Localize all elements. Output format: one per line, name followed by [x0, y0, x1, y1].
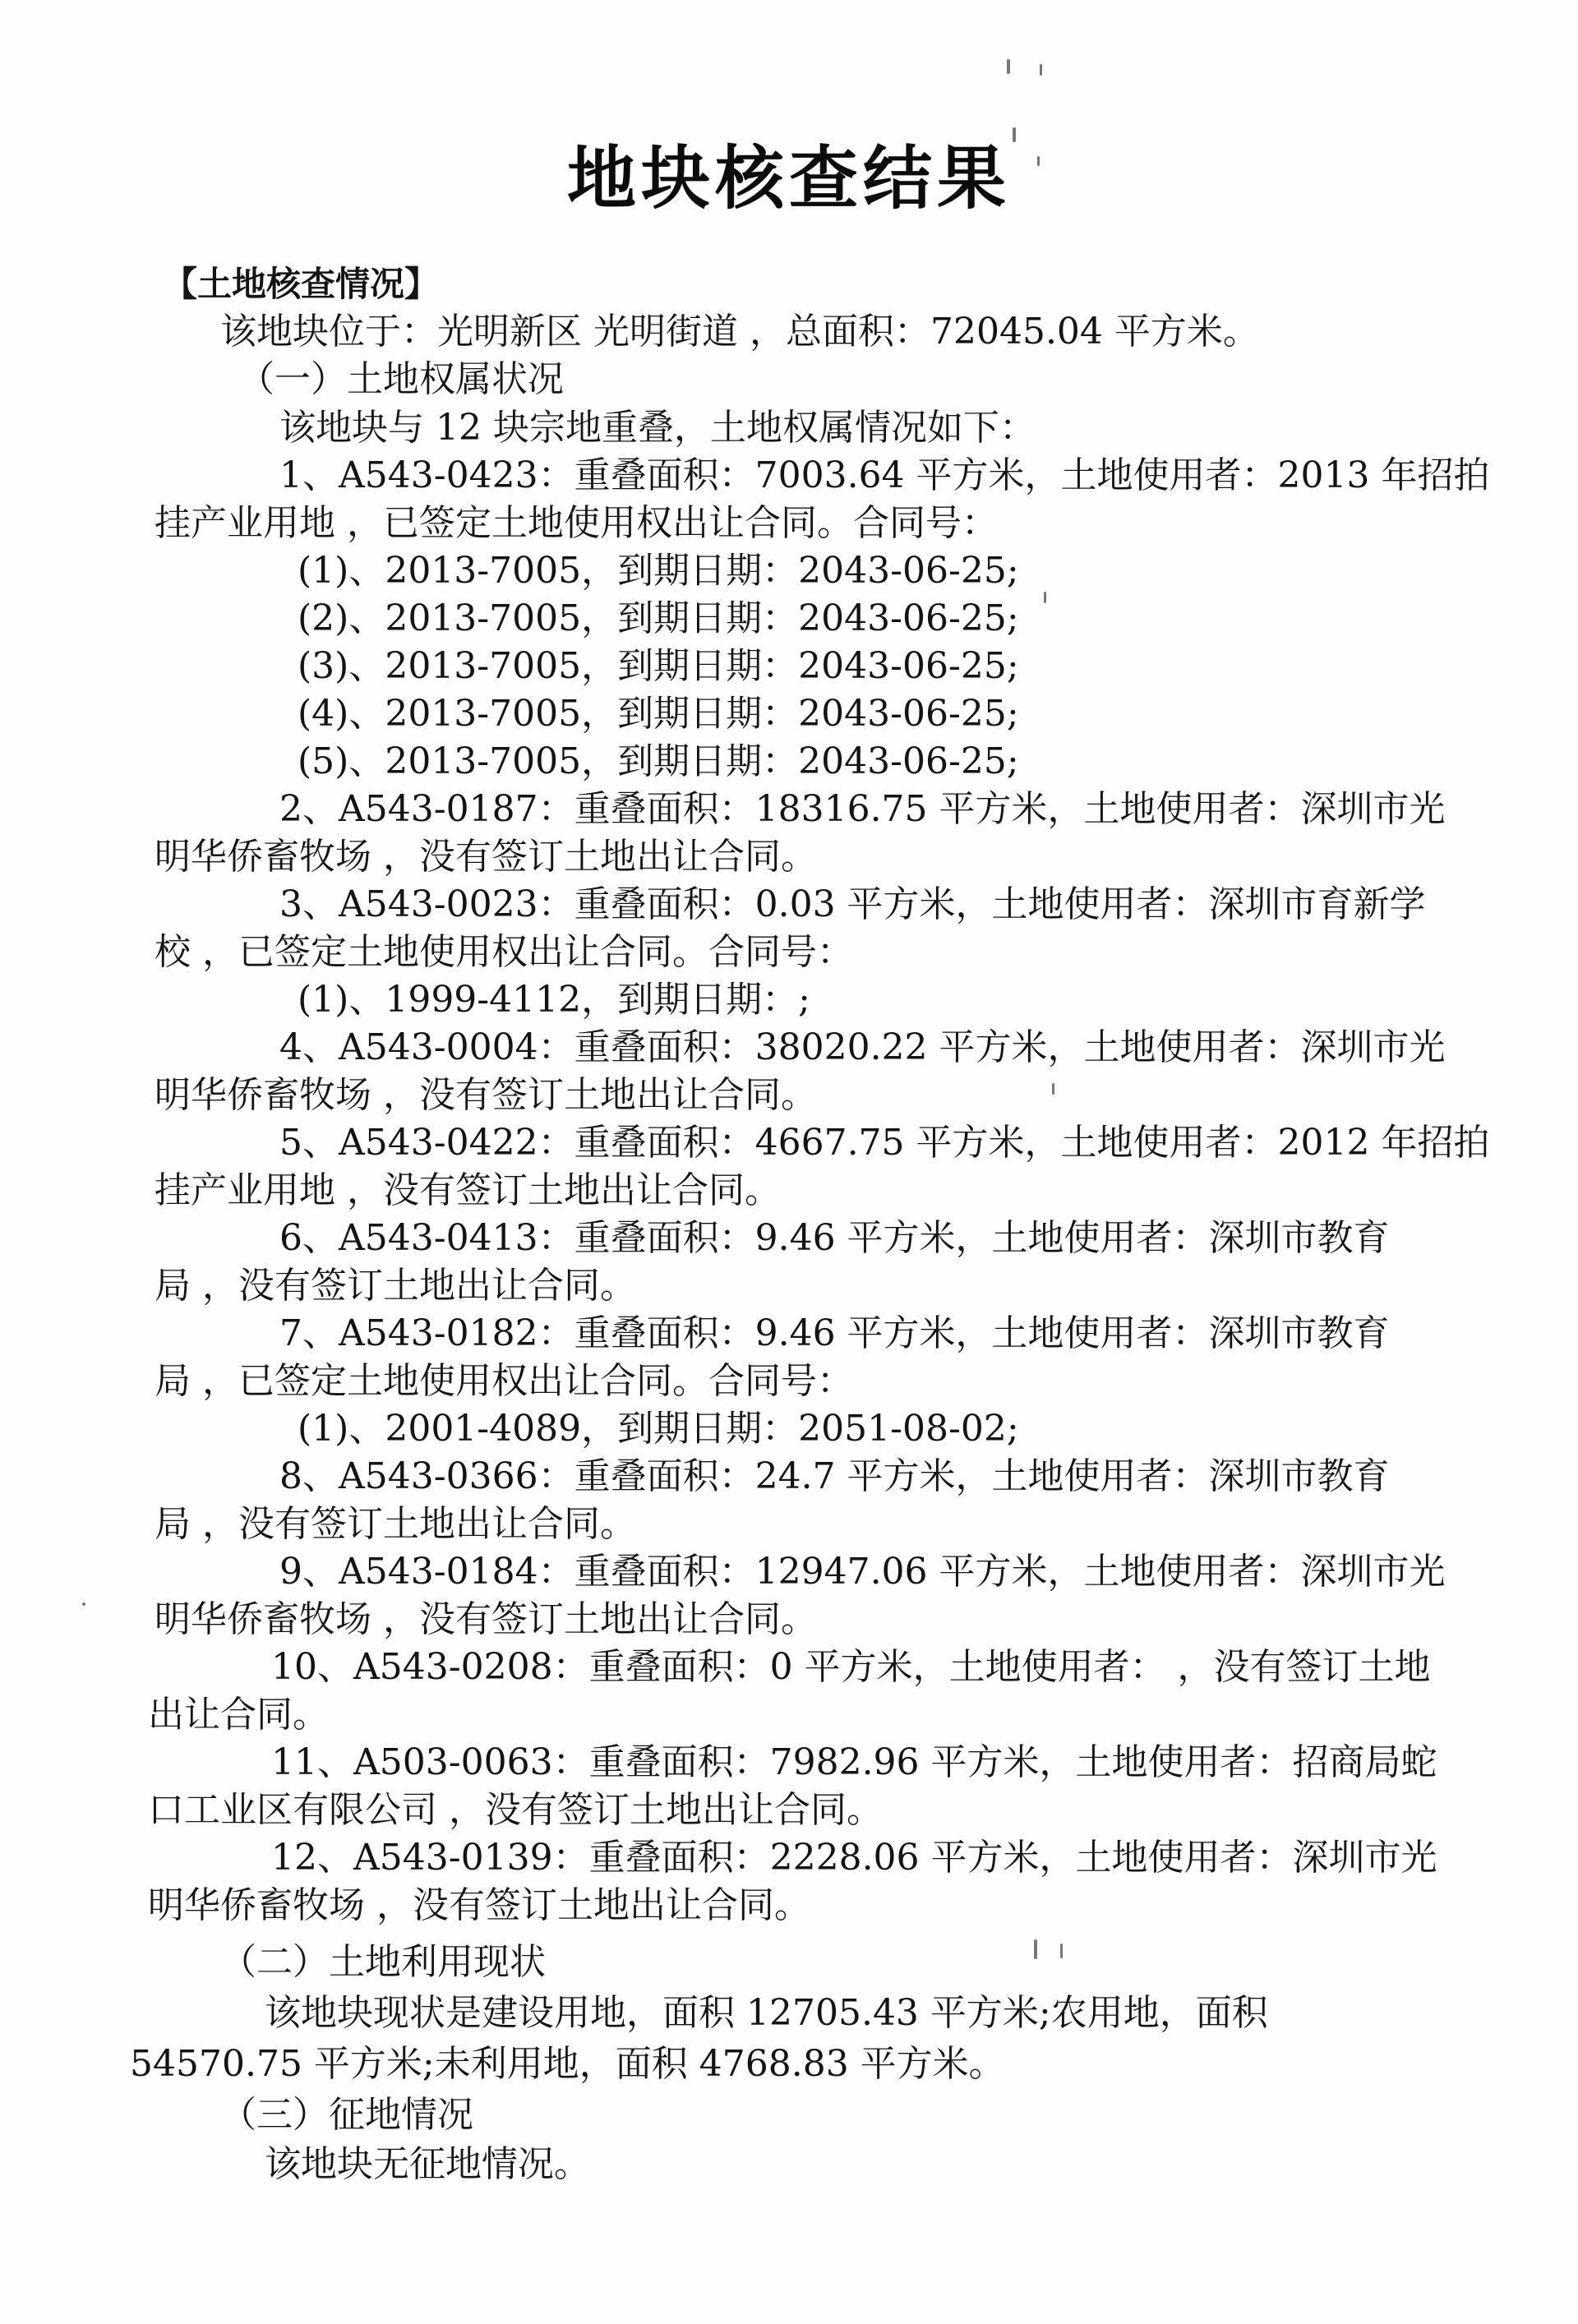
scan-speck [1034, 1939, 1037, 1959]
ownership-intro: 该地块与 12 块宗地重叠，土地权属情况如下： [279, 407, 1036, 449]
scan-speck [1060, 1944, 1063, 1958]
contract-line: (4)、2013-7005，到期日期：2043-06-25; [298, 693, 1019, 735]
page-title: 地块核查结果 [566, 138, 1011, 219]
ownership-line: 2、A543-0187：重叠面积：18316.75 平方米，土地使用者：深圳市光 [279, 788, 1446, 830]
ownership-line: 校 ，已签定土地使用权出让合同。合同号： [155, 931, 853, 973]
ownership-line: 口工业区有限公司 ，没有签订土地出让合同。 [148, 1789, 883, 1831]
ownership-line: 10、A543-0208：重叠面积：0 平方米，土地使用者： ，没有签订土地 [271, 1646, 1431, 1688]
scan-speck [1044, 592, 1046, 603]
ownership-line: 明华侨畜牧场 ，没有签订土地出让合同。 [155, 836, 817, 878]
scan-speck [1052, 1083, 1054, 1095]
contract-line: (1)、2013-7005，到期日期：2043-06-25; [298, 550, 1019, 592]
subsection-heading-expropriation: （三）征地情况 [220, 2094, 473, 2136]
ownership-line: 1、A543-0423：重叠面积：7003.64 平方米，土地使用者：2013 年招拍 [279, 454, 1490, 496]
expropriation-line: 该地块无征地情况。 [265, 2143, 590, 2185]
ownership-line: 9、A543-0184：重叠面积：12947.06 平方米，土地使用者：深圳市光 [279, 1551, 1446, 1593]
contract-line: (5)、2013-7005，到期日期：2043-06-25; [298, 740, 1019, 782]
ownership-line: 局 ，已签定土地使用权出让合同。合同号： [155, 1360, 853, 1402]
contract-line: (2)、2013-7005，到期日期：2043-06-25; [298, 597, 1019, 639]
ownership-line: 4、A543-0004：重叠面积：38020.22 平方米，土地使用者：深圳市光 [279, 1026, 1446, 1068]
section-heading-land-check: 【土地核查情况】 [163, 264, 440, 304]
ownership-line: 明华侨畜牧场 ，没有签订土地出让合同。 [155, 1598, 817, 1640]
ownership-line: 8、A543-0366：重叠面积：24.7 平方米，土地使用者：深圳市教育 [279, 1455, 1390, 1497]
ownership-line: 挂产业用地 ，已签定土地使用权出让合同。合同号： [155, 502, 998, 544]
land-use-line: 54570.75 平方米;未利用地，面积 4768.83 平方米。 [130, 2043, 1005, 2085]
ownership-line: 明华侨畜牧场 ，没有签订土地出让合同。 [148, 1884, 810, 1926]
subsection-heading-ownership: （一）土地权属状况 [238, 358, 564, 400]
ownership-line: 局 ，没有签订土地出让合同。 [155, 1503, 636, 1545]
scan-speck [1013, 127, 1016, 142]
scan-speck [1007, 59, 1010, 74]
ownership-line: 局 ，没有签订土地出让合同。 [155, 1265, 636, 1307]
ownership-line: 5、A543-0422：重叠面积：4667.75 平方米，土地使用者：2012 年招拍 [279, 1122, 1490, 1164]
scan-speck [1037, 156, 1040, 166]
ownership-line: 出让合同。 [148, 1694, 329, 1736]
location-line: 该地块位于：光明新区 光明街道 ，总面积：72045.04 平方米。 [220, 311, 1259, 353]
ownership-line: 挂产业用地 ，没有签订土地出让合同。 [155, 1169, 781, 1211]
land-use-line: 该地块现状是建设用地，面积 12705.43 平方米;农用地，面积 [265, 1992, 1268, 2034]
scan-speck [1040, 64, 1042, 76]
subsection-heading-land-use: （二）土地利用现状 [220, 1941, 546, 1983]
ownership-line: 7、A543-0182：重叠面积：9.46 平方米，土地使用者：深圳市教育 [279, 1312, 1390, 1354]
ownership-line: 6、A543-0413：重叠面积：9.46 平方米，土地使用者：深圳市教育 [279, 1217, 1390, 1259]
ownership-line: 明华侨畜牧场 ，没有签订土地出让合同。 [155, 1074, 817, 1116]
scan-speck [82, 1602, 85, 1606]
contract-line: (3)、2013-7005，到期日期：2043-06-25; [298, 645, 1019, 687]
contract-line: (1)、2001-4089，到期日期：2051-08-02; [298, 1408, 1019, 1450]
ownership-line: 3、A543-0023：重叠面积：0.03 平方米，土地使用者：深圳市育新学 [279, 883, 1426, 925]
ownership-line: 11、A503-0063：重叠面积：7982.96 平方米，土地使用者：招商局蛇 [271, 1741, 1437, 1783]
contract-line: (1)、1999-4112，到期日期：; [298, 979, 810, 1021]
ownership-line: 12、A543-0139：重叠面积：2228.06 平方米，土地使用者：深圳市光 [271, 1837, 1437, 1879]
